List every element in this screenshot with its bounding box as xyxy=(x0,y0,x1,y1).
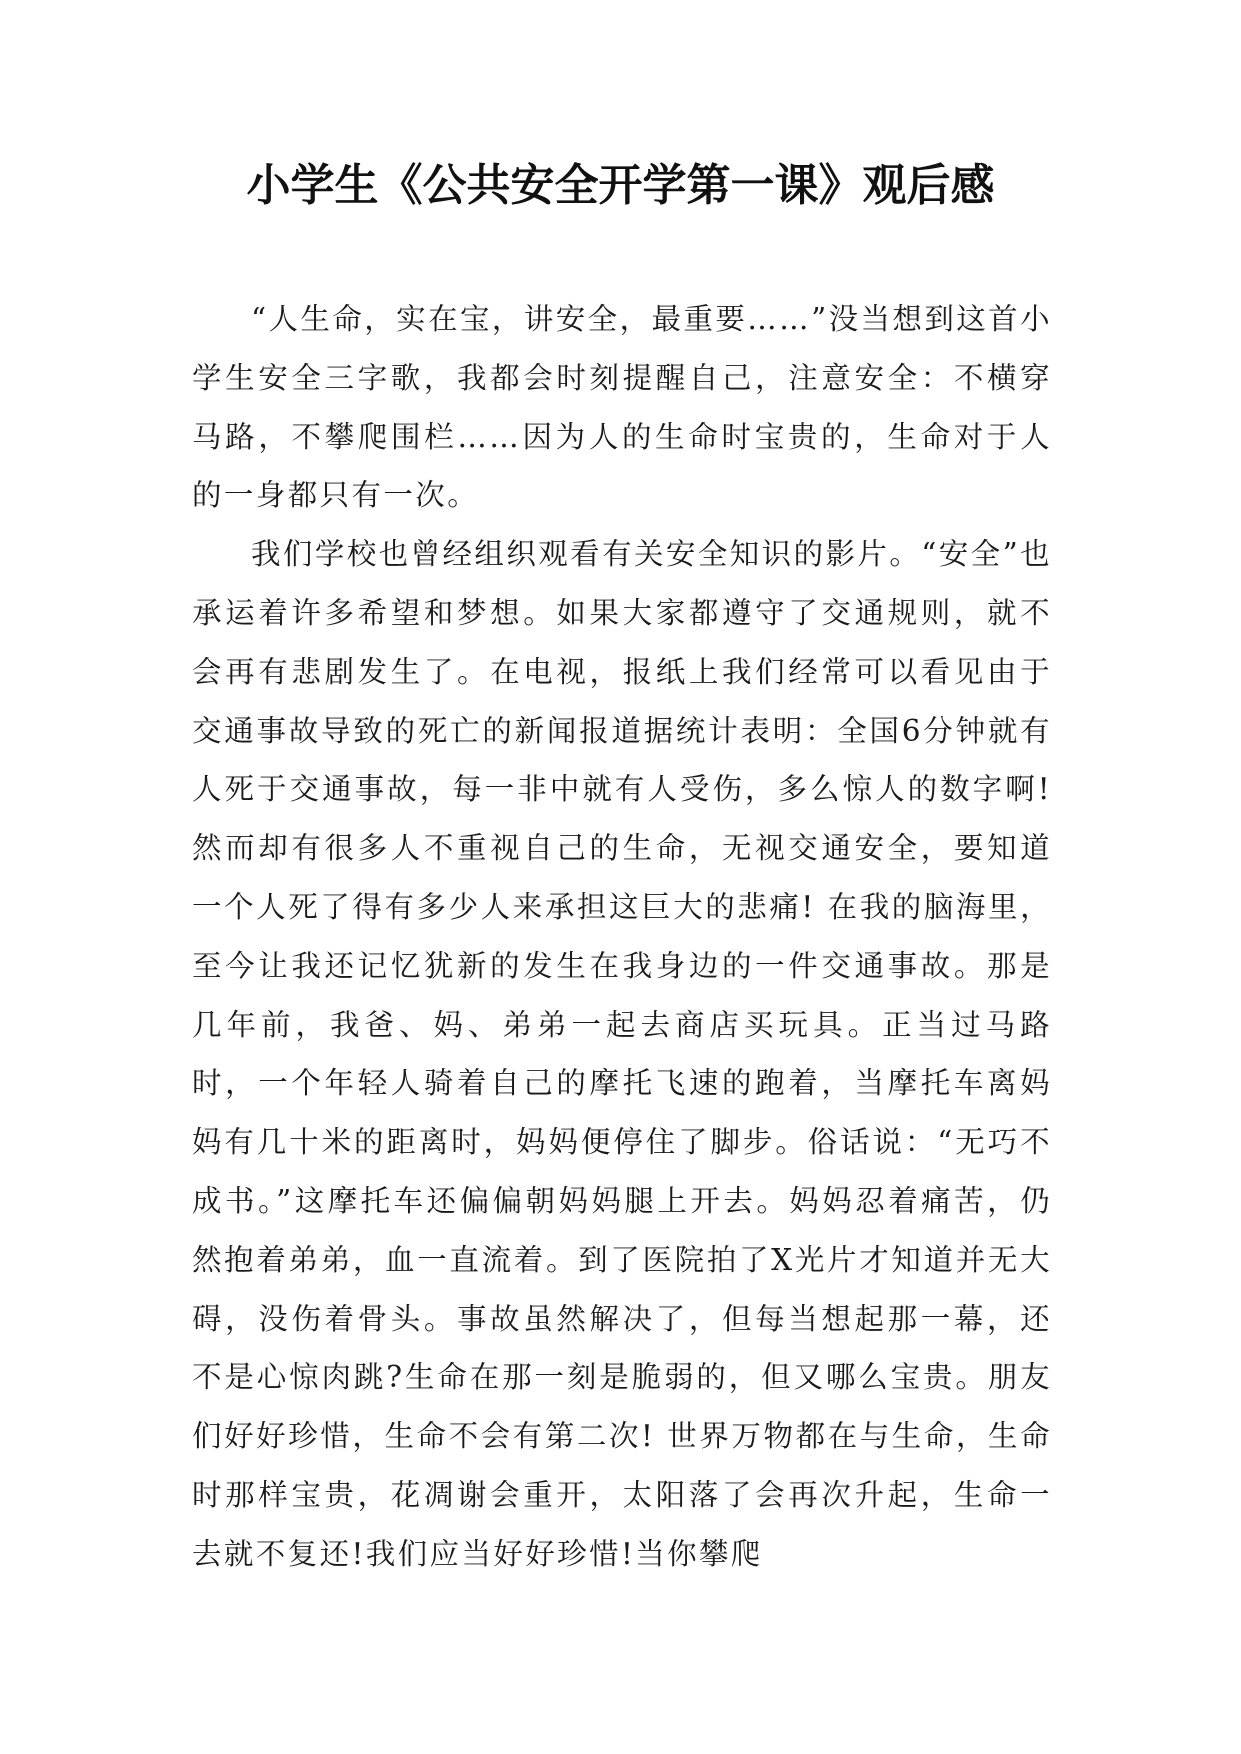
paragraph-2: 我们学校也曾经组织观看有关安全知识的影片。“安全”也承运着许多希望和梦想。如果大家都遵守了交通规则，就不会再有悲剧发生了。在电视，报纸上我们经常可以看见由于交通事故导致的死亡的新闻报道据统计表明：全国6分钟就有人死于交通事故，每一非中就有人受伤，多么惊人的数字啊!然而却有很多人不重视自己的生命，无视交通安全，要知道一个人死了得有多少人来承担这巨大的悲痛! 在我的脑海里，至今让我还记忆犹新的发生在我身边的一件交通事故。那是几年前，我爸、妈、弟弟一起去商店买玩具。正当过马路时，一个年轻人骑着自己的摩托飞速的跑着，当摩托车离妈妈有几十米的距离时，妈妈便停住了脚步。俗话说：“无巧不成书。”这摩托车还偏偏朝妈妈腿上开去。妈妈忍着痛苦，仍然抱着弟弟，血一直流着。到了医院拍了X光片才知道并无大碍，没伤着骨头。事故虽然解决了，但每当想起那一幕，还不是心惊肉跳?生命在那一刻是脆弱的，但又哪么宝贵。朋友们好好珍惜，生命不会有第二次! 世界万物都在与生命，生命时那样宝贵，花凋谢会重开，太阳落了会再次升起，生命一去就不复还!我们应当好好珍惜!当你攀爬 xyxy=(192,537,1052,1571)
document-title: 小学生《公共安全开学第一课》观后感 xyxy=(246,160,995,211)
document-body xyxy=(192,290,1052,1584)
paragraph-1: “人生命，实在宝，讲安全，最重要……”没当想到这首小学生安全三字歌，我都会时刻提醒自己，注意安全：不横穿马路，不攀爬围栏……因为人的生命时宝贵的，生命对于人的一身都只有一次。 xyxy=(192,302,1052,513)
